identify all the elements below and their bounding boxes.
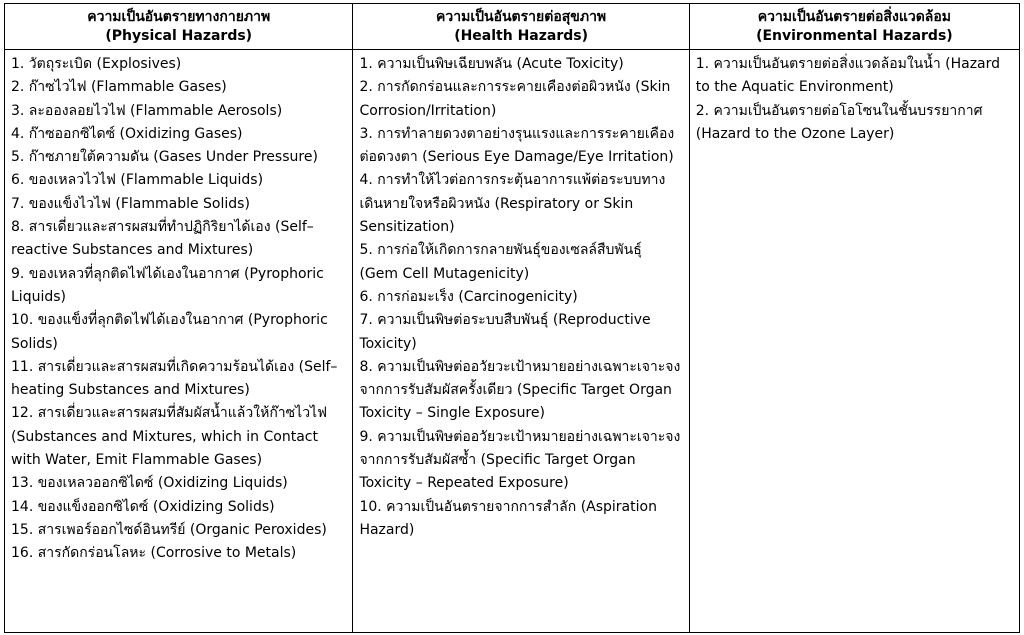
list-item: 3. ละอองลอยไวไฟ (Flammable Aerosols) <box>11 102 283 119</box>
health-hazards-header <box>353 4 689 50</box>
list-item: 6. การก่อมะเร็ง (Carcinogenicity) <box>359 288 578 305</box>
list-item: 2. การกัดกร่อนและการระคายเคืองต่อผิวหนัง (Skin Corrosion/Irritation) <box>359 79 671 119</box>
list-item: 7. ความเป็นพิษต่อระบบสืบพันธุ์ (Reproductive Toxicity) <box>359 312 651 352</box>
list-item: 2. ความเป็นอันตรายต่อโอโซนในชั้นบรรยากาศ (Hazard to the Ozone Layer) <box>695 102 983 142</box>
list-item: 9. ของเหลวที่ลุกติดไฟได้เองในอากาศ (Pyrophoric Liquids) <box>11 265 324 305</box>
list-item: 5. การก่อให้เกิดการกลายพันธุ์ของเซลล์สืบพันธุ์ (Gem Cell Mutagenicity) <box>359 242 642 282</box>
environmental-hazards-list <box>689 50 1019 633</box>
table-header-row <box>5 4 1020 50</box>
physical-hazards-list <box>5 50 353 633</box>
list-item: 10. ความเป็นอันตรายจากการสำลัก (Aspiration Hazard) <box>359 498 657 538</box>
list-item: 14. ของแข็งออกซิไดซ์ (Oxidizing Solids) <box>11 498 275 515</box>
environmental-hazards-header-english: (Environmental Hazards) <box>756 28 953 44</box>
list-item: 11. สารเดี่ยวและสารผสมที่เกิดความร้อนได้เอง (Self–heating Substances and Mixtures) <box>11 358 338 399</box>
list-item: 16. สารกัดกร่อนโลหะ (Corrosive to Metals) <box>11 545 297 562</box>
list-item: 9. ความเป็นพิษต่ออวัยวะเป้าหมายอย่างเฉพาะเจาะจง จากการรับสัมผัสซ้ำ (Specific Target Organ Toxicity – Repeated Exposure) <box>359 428 681 492</box>
table-body-row <box>5 50 1020 633</box>
environmental-hazards-header-thai: ความเป็นอันตรายต่อสิ่งแวดล้อม <box>757 9 952 25</box>
list-item: 13. ของเหลวออกซิไดซ์ (Oxidizing Liquids) <box>11 475 288 492</box>
physical-hazards-header <box>5 4 353 50</box>
list-item: 1. วัตถุระเบิด (Explosives) <box>11 56 182 72</box>
list-item: 5. ก๊าซภายใต้ความดัน (Gases Under Pressure) <box>11 149 318 166</box>
health-hazards-header-thai: ความเป็นอันตรายต่อสุขภาพ <box>436 9 607 25</box>
list-item: 4. การทำให้ไวต่อการกระตุ้นอาการแพ้ต่อระบบทางเดินหายใจหรือผิวหนัง (Respiratory or Skin Sensitization) <box>359 172 666 236</box>
list-item: 8. ความเป็นพิษต่ออวัยวะเป้าหมายอย่างเฉพาะเจาะจง จากการรับสัมผัสครั้งเดียว (Specific Target Organ Toxicity – Single Exposure) <box>359 358 681 422</box>
list-item: 4. ก๊าซออกซิไดซ์ (Oxidizing Gases) <box>11 125 243 142</box>
list-item: 3. การทำลายดวงตาอย่างรุนแรงและการระคายเคืองต่อดวงตา (Serious Eye Damage/Eye Irritation) <box>359 125 675 166</box>
list-item: 1. ความเป็นอันตรายต่อสิ่งแวดล้อมในน้ำ (Hazard to the Aquatic Environment) <box>695 56 1001 96</box>
list-item: 2. ก๊าซไวไฟ (Flammable Gases) <box>11 79 227 96</box>
list-item: 6. ของเหลวไวไฟ (Flammable Liquids) <box>11 172 264 189</box>
hazard-classification-table <box>4 3 1020 633</box>
list-item: 1. ความเป็นพิษเฉียบพลัน (Acute Toxicity) <box>359 56 624 72</box>
list-item: 15. สารเพอร์ออกไซด์อินทรีย์ (Organic Peroxides) <box>11 521 327 538</box>
list-item: 10. ของแข็งที่ลุกติดไฟได้เองในอากาศ (Pyrophoric Solids) <box>11 312 328 352</box>
health-hazards-list <box>353 50 689 633</box>
environmental-hazards-header <box>689 4 1019 50</box>
list-item: 7. ของแข็งไวไฟ (Flammable Solids) <box>11 195 250 212</box>
list-item: 12. สารเดี่ยวและสารผสมที่สัมผัสน้ำแล้วให้ก๊าซไวไฟ (Substances and Mixtures, which in Contact with Water, Emit Flammable Gases) <box>11 405 328 469</box>
physical-hazards-header-english: (Physical Hazards) <box>105 28 253 44</box>
health-hazards-header-english: (Health Hazards) <box>454 28 588 44</box>
physical-hazards-header-thai: ความเป็นอันตรายทางกายภาพ <box>87 9 271 25</box>
list-item: 8. สารเดี่ยวและสารผสมที่ทำปฏิกิริยาได้เอง (Self–reactive Substances and Mixtures) <box>11 219 314 259</box>
